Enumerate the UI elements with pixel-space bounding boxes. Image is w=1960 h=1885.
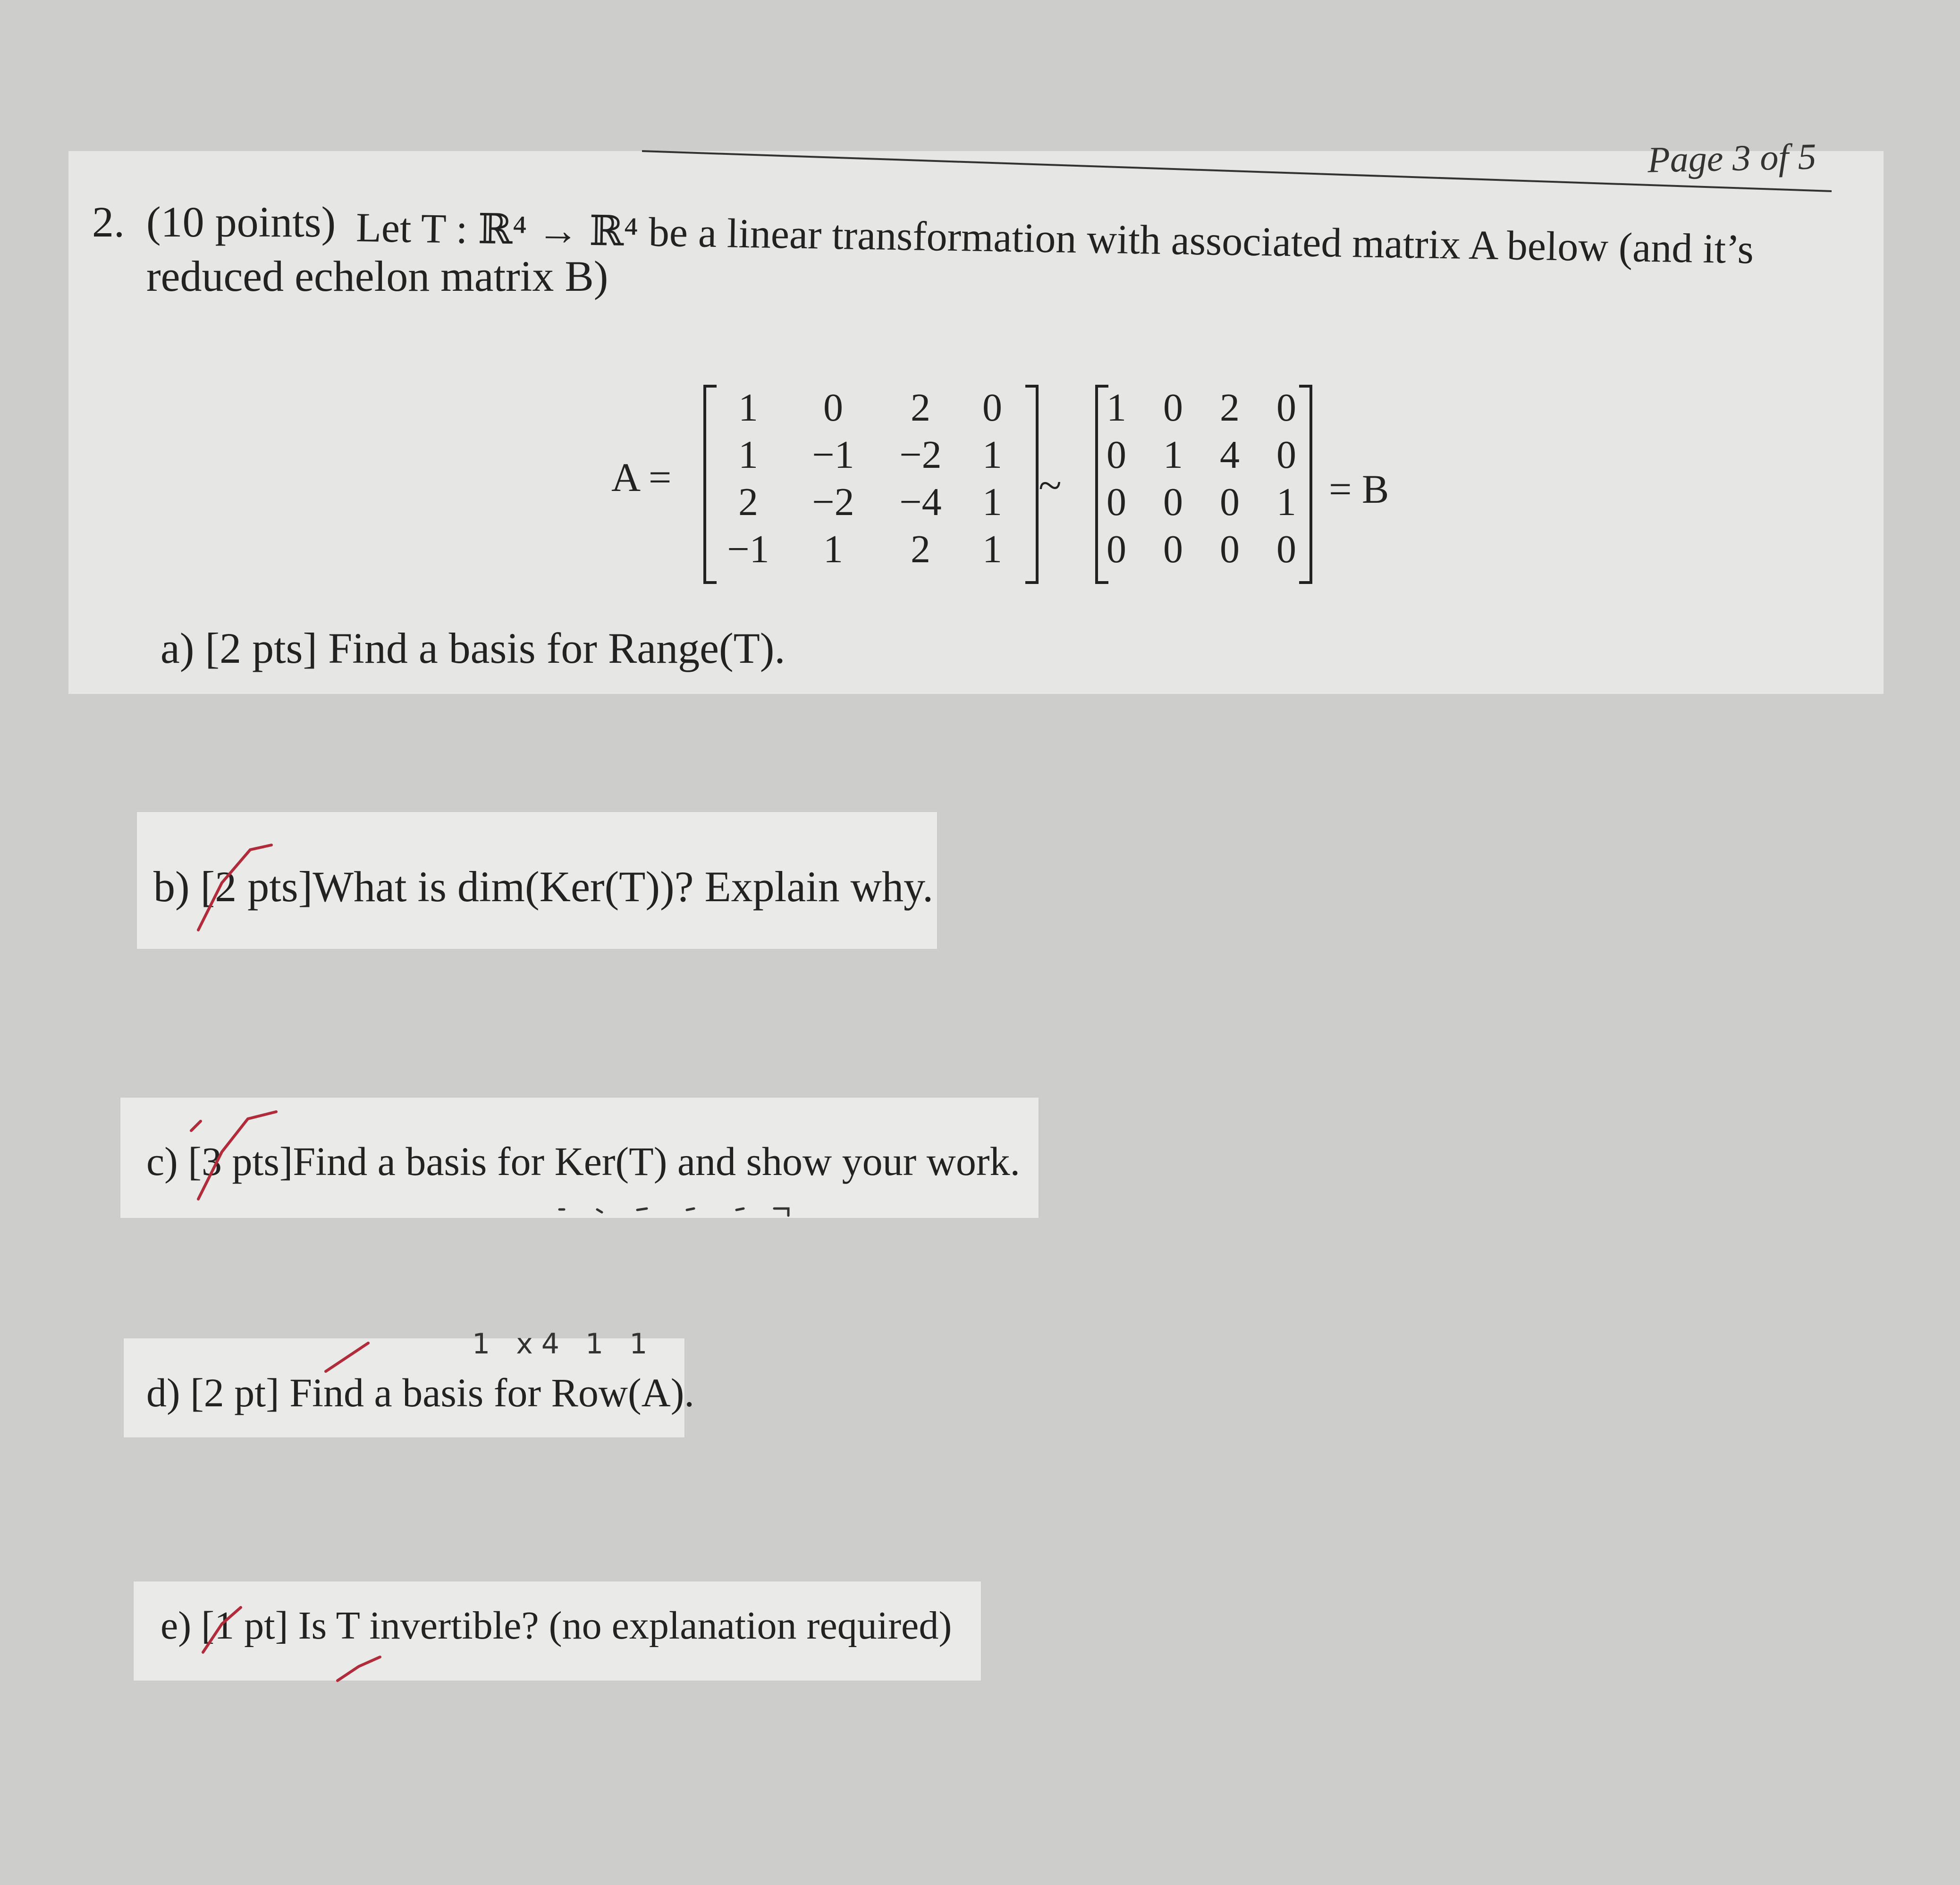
part-a-question: a) [2 pts] Find a basis for Range(T).: [161, 624, 786, 672]
matrix-b-cell: 2: [1220, 386, 1240, 430]
problem-statement-line1: Let T : ℝ⁴ → ℝ⁴ be a linear transformation with associated matrix A below (and it’s: [355, 204, 1754, 273]
matrix-a-cell: 1: [982, 433, 1002, 477]
part-b-slash-mark: [198, 845, 271, 930]
part-e-check-mark: [338, 1657, 380, 1681]
part-d-slash-mark: [326, 1343, 368, 1371]
problem-statement-line2: reduced echelon matrix B): [146, 252, 608, 300]
matrix-a-cell: 1: [738, 386, 758, 430]
matrix-a-cell: 2: [911, 527, 930, 571]
matrix-a-cell: −1: [812, 433, 854, 477]
matrix-b-cell: 0: [1276, 433, 1296, 477]
matrix-b-label: = B: [1329, 466, 1389, 512]
page-number-label: Page 3 of 5: [1647, 135, 1817, 180]
matrix-b-cell: 1: [1107, 386, 1126, 430]
matrix-b-cell: 0: [1163, 386, 1183, 430]
matrix-b-cell: 1: [1163, 433, 1183, 477]
handwritten-scribble: 1 x4 1 1: [472, 1327, 656, 1361]
matrix-a-label: A =: [611, 455, 672, 500]
part-c-question: c) [3 pts]Find a basis for Ker(T) and show your work.: [146, 1139, 1020, 1184]
matrix-b-cell: 0: [1220, 527, 1240, 571]
matrix-a-cell: 1: [738, 433, 758, 477]
problem-number: 2.: [92, 198, 125, 246]
matrix-b-cell: 1: [1276, 480, 1296, 524]
matrix-a-cell: −1: [727, 527, 769, 571]
part-b-question: b) [2 pts]What is dim(Ker(T))? Explain why.: [153, 862, 934, 911]
matrix-a-cell: 1: [823, 527, 843, 571]
matrix-b-cell: 0: [1276, 386, 1296, 430]
part-d-question: d) [2 pt] Find a basis for Row(A).: [146, 1370, 694, 1415]
matrix-b-cell: 0: [1163, 527, 1183, 571]
matrix-b-cell: 0: [1276, 527, 1296, 571]
matrix-a-cell: 0: [982, 386, 1002, 430]
matrix-b-cell: 4: [1220, 433, 1240, 477]
matrix-b-cell: 0: [1107, 480, 1126, 524]
matrix-a-cell: −4: [899, 480, 942, 524]
matrix-b-cell: 0: [1107, 527, 1126, 571]
row-equivalence-tilde: ~: [1039, 462, 1062, 509]
matrix-b-cell: 0: [1220, 480, 1240, 524]
problem-points: (10 points): [146, 198, 336, 246]
matrix-a-cell: 1: [982, 480, 1002, 524]
matrix-a-cell: 2: [738, 480, 758, 524]
matrix-a-cell: 1: [982, 527, 1002, 571]
matrix-a-cell: 2: [911, 386, 930, 430]
matrix-a-cell: −2: [899, 433, 942, 477]
part-c-tick-mark: [191, 1112, 276, 1199]
part-c-partial-bracket-strokes: [559, 1209, 788, 1216]
matrix-b-cell: 0: [1163, 480, 1183, 524]
matrix-b-cell: 0: [1107, 433, 1126, 477]
part-e-slash-mark: [203, 1607, 241, 1652]
matrix-a-cell: −2: [812, 480, 854, 524]
matrix-a-cell: 0: [823, 386, 843, 430]
part-e-question: e) [1 pt] Is T invertible? (no explanation required): [161, 1604, 952, 1648]
